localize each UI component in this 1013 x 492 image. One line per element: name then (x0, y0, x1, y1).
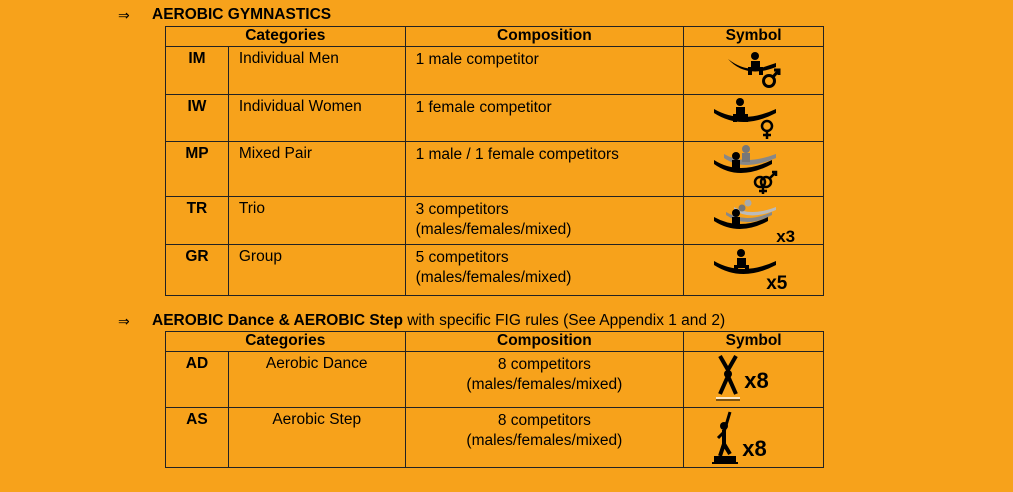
table-row (166, 47, 824, 95)
composition-cell: 1 male / 1 female competitors (405, 142, 684, 197)
section-aerobic-dance-step-heading (118, 312, 725, 330)
dance-step-categories-table (165, 331, 824, 468)
section-title-bold: AEROBIC Dance & AEROBIC Step (152, 312, 403, 329)
gymnastics-categories-table (165, 26, 824, 296)
composition-cell: 8 competitors (males/females/mixed) (405, 352, 684, 408)
table-row (166, 245, 824, 296)
multiplier-label: x8 (742, 436, 767, 461)
composition-cell: 8 competitors (males/females/mixed) (405, 408, 684, 468)
table-header-row (166, 332, 824, 352)
category-code: IW (166, 95, 229, 142)
header-categories: Categories (166, 332, 406, 352)
table-row (166, 95, 824, 142)
composition-cell: 1 male competitor (405, 47, 684, 95)
table-row (166, 197, 824, 245)
category-code: MP (166, 142, 229, 197)
header-symbol: Symbol (684, 332, 824, 352)
arrow-icon: ⇒ (118, 312, 130, 329)
header-symbol: Symbol (684, 27, 824, 47)
header-composition: Composition (405, 27, 684, 47)
category-name: Trio (228, 197, 405, 245)
multiplier-label: x3 (776, 227, 796, 246)
male-gymnast-icon (684, 47, 824, 95)
table-row (166, 408, 824, 468)
category-code: TR (166, 197, 229, 245)
category-name: Individual Men (228, 47, 405, 95)
group-icon (684, 245, 824, 296)
category-code: AS (166, 408, 229, 468)
trio-icon (684, 197, 824, 245)
multiplier-label: x8 (744, 368, 769, 393)
category-code: GR (166, 245, 229, 296)
table-row (166, 352, 824, 408)
category-name: Individual Women (228, 95, 405, 142)
category-code: AD (166, 352, 229, 408)
female-gymnast-icon (684, 95, 824, 142)
header-categories: Categories (166, 27, 406, 47)
mixed-pair-icon (684, 142, 824, 197)
multiplier-label: x5 (766, 273, 788, 294)
category-name: Group (228, 245, 405, 296)
step-icon (684, 408, 824, 468)
category-name: Mixed Pair (228, 142, 405, 197)
composition-cell: 1 female competitor (405, 95, 684, 142)
composition-cell: 3 competitors (males/females/mixed) (405, 197, 684, 245)
section-title: AEROBIC GYMNASTICS (152, 6, 332, 23)
table-row (166, 142, 824, 197)
header-composition: Composition (405, 332, 684, 352)
category-name: Aerobic Dance (228, 352, 405, 408)
table-header-row (166, 27, 824, 47)
category-name: Aerobic Step (228, 408, 405, 468)
section-aerobic-gymnastics-heading (118, 6, 331, 24)
dancer-icon (684, 352, 824, 408)
section-title-rest: with specific FIG rules (See Appendix 1 and 2) (402, 312, 726, 329)
arrow-icon: ⇒ (118, 6, 130, 23)
composition-cell: 5 competitors (males/females/mixed) (405, 245, 684, 296)
category-code: IM (166, 47, 229, 95)
